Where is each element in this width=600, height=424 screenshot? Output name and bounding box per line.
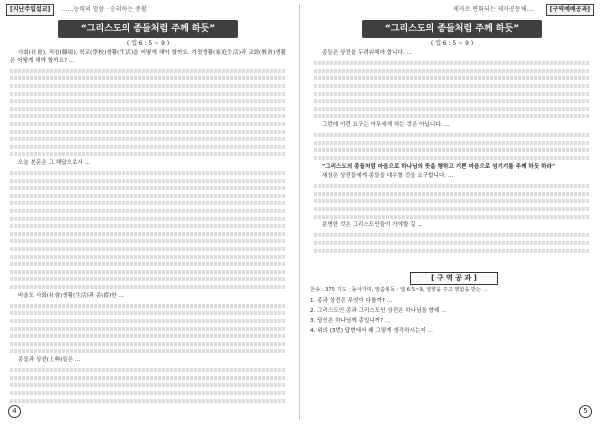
left-header-text: ......능력의 말씀 · 승리하는 종활	[62, 6, 147, 13]
left-verse-reference: ( 엡 6 : 5 ~ 9 )	[126, 40, 170, 47]
right-header-tag: [구역예배공과]	[546, 4, 594, 16]
study-section	[310, 272, 594, 392]
study-title: [ 구 역 공 과 ]	[410, 272, 498, 285]
left-paragraph-4: 종들과 상전(上典)들은 ...	[18, 356, 81, 363]
left-page	[0, 0, 296, 424]
left-paragraph-2: 오늘 본문은 그 해답으로서 ...	[18, 159, 90, 166]
left-paragraph-1: 사회(社會), 직장(職場), 학교(學校)생활(生活)을 어떻게 해야 할까요. 가정생활(家庭生活)과 교회(敎會)생활은 어떻게 해야 할까요? ...	[10, 50, 286, 64]
right-lesson-body	[314, 50, 590, 256]
left-header-tag: [지난주일설교]	[6, 4, 54, 16]
right-verse-reference: ( 엡 6 : 5 ~ 9 )	[430, 40, 474, 47]
left-sermon-title: “그리스도의 종들처럼 주께 하듯”	[58, 20, 238, 38]
study-question: 3. 당신은 하나님께 종입니까? ...	[310, 318, 391, 324]
left-page-number: 4	[8, 405, 21, 418]
right-page-number: 5	[579, 405, 592, 418]
study-question: 1. 종과 상전은 무엇이 다를까? ...	[310, 298, 392, 304]
right-paragraph-2: 그런데 이런 요구는 아무에게 하는 것은 아닙니다. ...	[322, 121, 450, 128]
right-emphasis: “그리스도의 종들처럼 마음으로 하나님의 뜻을 행하고 기쁜 마음으로 섬기기를 주께 하듯 하라”	[322, 163, 556, 170]
right-lesson-title: “그리스도의 종들처럼 주께 하듯”	[362, 20, 542, 38]
study-question: 2. 그리스도인 종과 그리스도인 상전은 하나님을 향해 ...	[310, 308, 447, 314]
page-divider	[299, 4, 300, 420]
study-meta: 찬송 : 375 기도 : 돌아가며, 말씀봉독 : 엡 6:5~9, 영향을 주고 행함을 받는 ...	[310, 287, 488, 293]
right-header	[310, 4, 594, 16]
right-page	[304, 0, 600, 424]
right-header-text: 제자로 변화되는 제자공동체....	[453, 6, 534, 13]
study-question: 4. 위의 (3번) 답변에서 왜 그렇게 생각하시는지 ...	[310, 328, 433, 334]
left-sermon-body	[10, 50, 286, 406]
left-header	[6, 4, 290, 16]
right-paragraph-3: 세상은 상전들에게 종들을 대우할 것을 요구합니다. ...	[322, 173, 454, 180]
right-paragraph-4: 분명한 것은 그리스도인들이 가야할 길 ...	[322, 222, 423, 229]
study-questions	[310, 297, 594, 337]
right-paragraph-1: 종들은 상전을 두려워해야 합니다. ...	[322, 50, 412, 56]
left-paragraph-3: 바울도 사회(社會)생활(生活)과 종(從)한 ...	[18, 292, 124, 299]
